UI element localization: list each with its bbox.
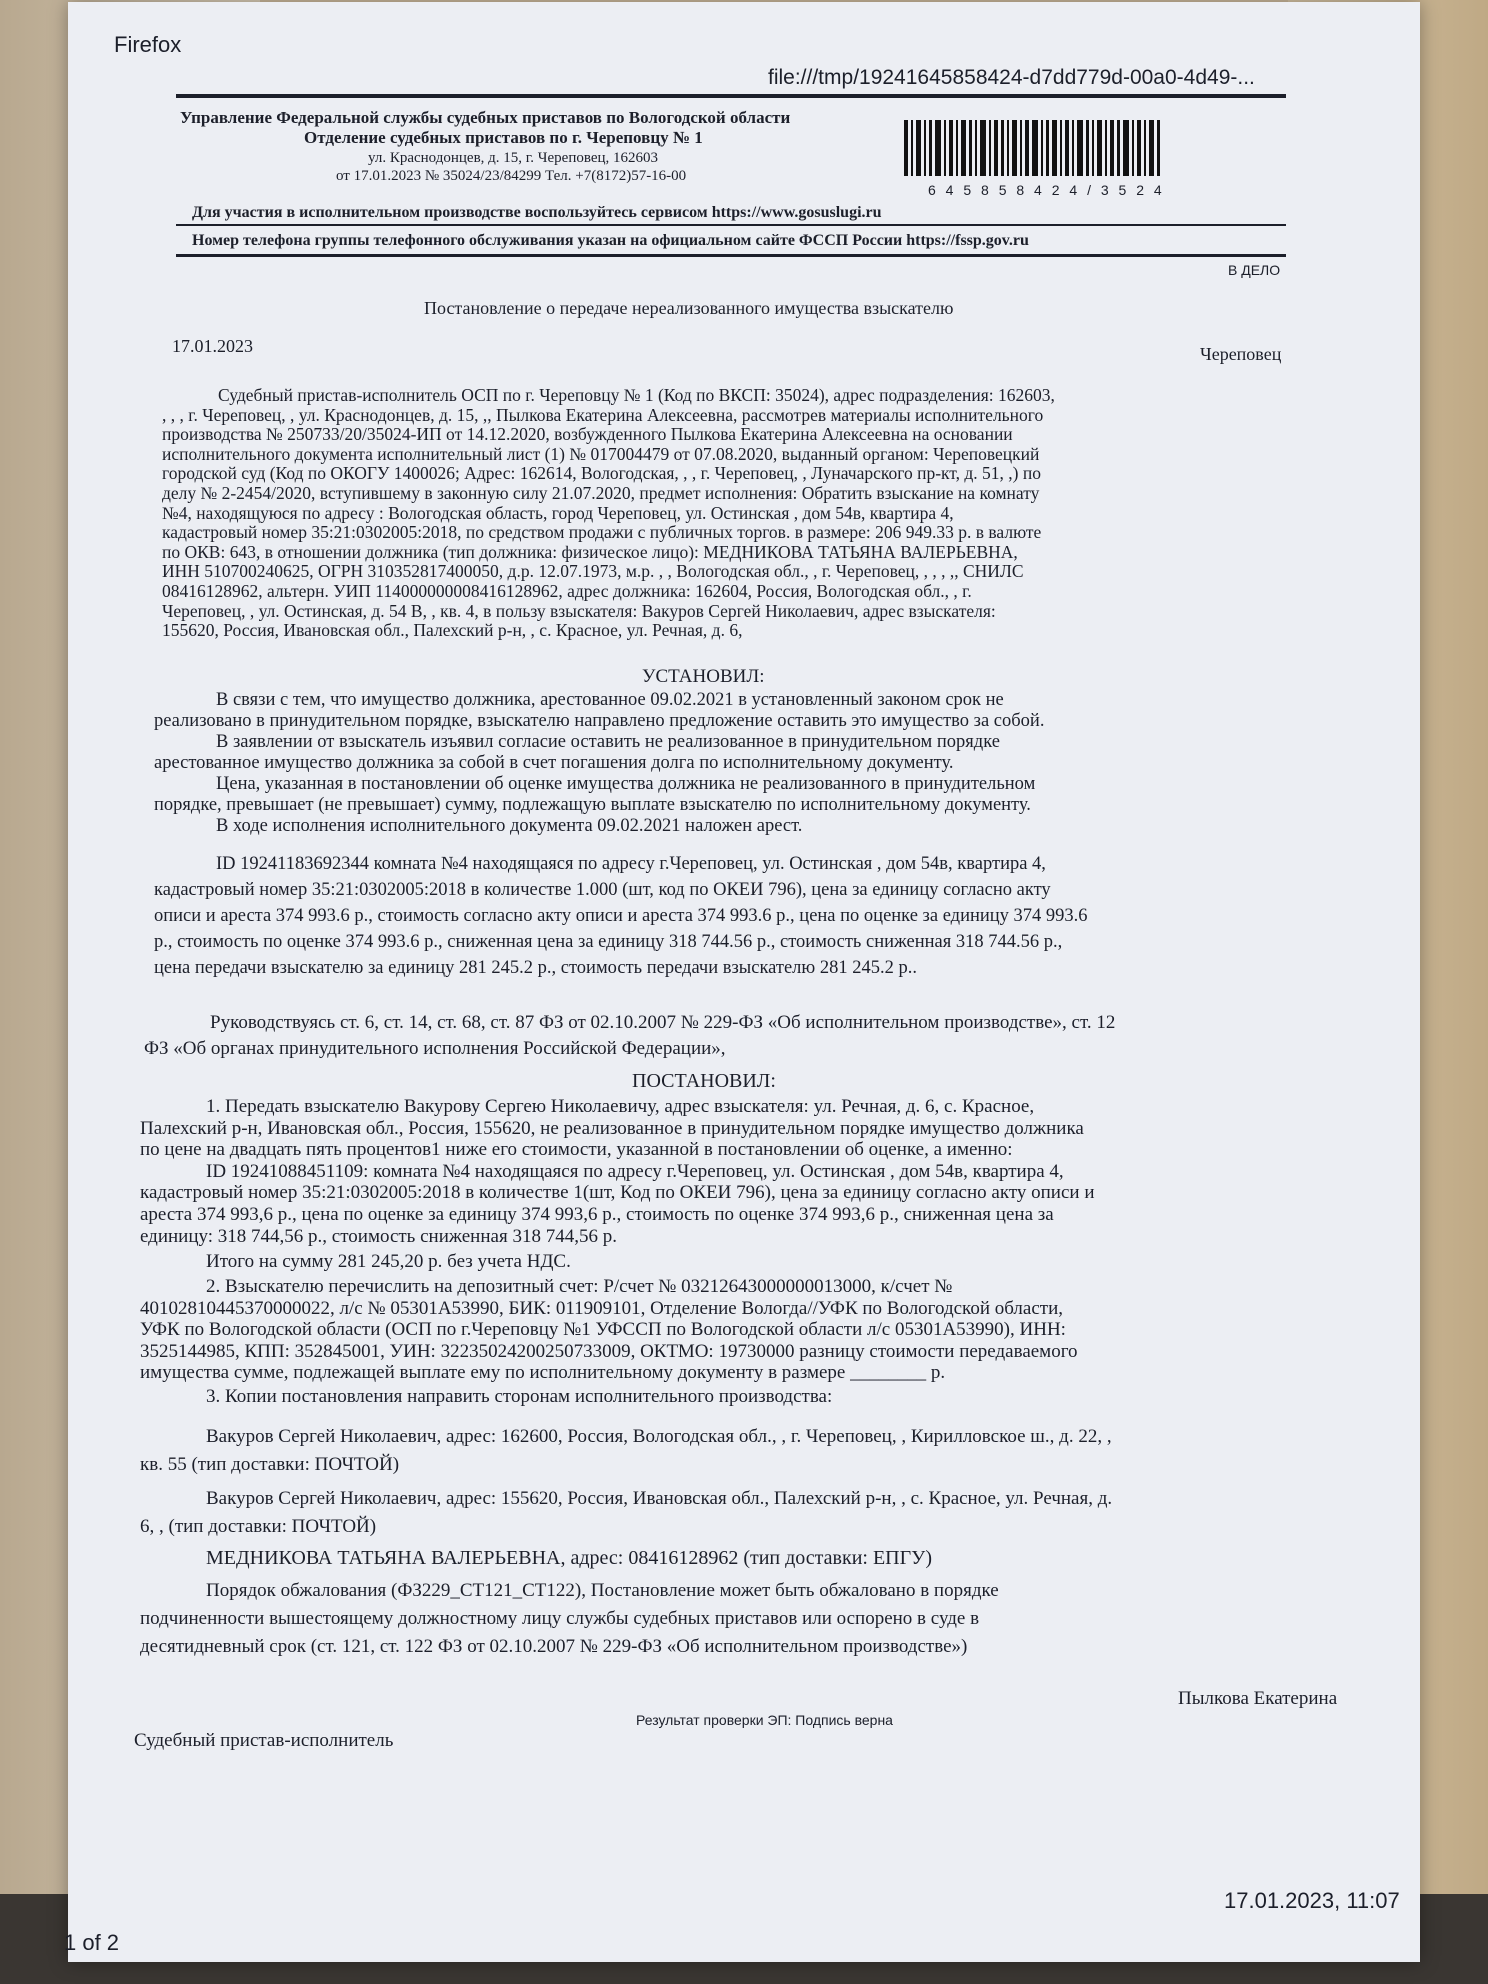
text-line: делу № 2-2454/2020, вступившему в законную силу 21.07.2020, предмет исполнения: Обратить взыскание на комнату <box>162 483 1040 503</box>
document-title: Постановление о передаче нереализованного имущества взыскателю <box>424 298 954 318</box>
text-line: производства № 250733/20/35024-ИП от 14.12.2020, возбужденного Пылкова Екатерина Алексеевна на основании <box>162 424 1013 445</box>
text-line: описи и ареста 374 993.6 р., стоимость согласно акту описи и ареста 374 993.6 р., цена по оценке за единицу 374 993.6 <box>154 906 1088 926</box>
text-line: В ходе исполнения исполнительного документа 09.02.2021 наложен арест. <box>216 816 803 836</box>
text-line: Итого на сумму 281 245,20 р. без учета НДС. <box>206 1251 571 1272</box>
printed-page <box>64 2 1420 1962</box>
text-line: Палехский р-н, Ивановская обл., Россия, 155620, не реализованное в принудительном порядке имущество должника <box>140 1117 1084 1139</box>
text-line: цена передачи взыскателю за единицу 281 245.2 р., стоимость передачи взыскателю 281 245.2 р.. <box>154 958 917 978</box>
header-top-rule <box>176 94 1286 98</box>
text-line: по ОКВ: 643, в отношении должника (тип должника: физическое лицо): МЕДНИКОВА ТАТЬЯНА ВАЛЕРЬЕВНА, <box>162 541 1018 562</box>
text-line: №4, находящуюся по адресу : Вологодская область, город Череповец, ул. Остинская , дом 54в, квартира 4, <box>162 502 954 523</box>
text-line: кадастровый номер 35:21:0302005:2018 в количестве 1(шт, Код по ОКЕИ 796), цена за единицу согласно акту описи и <box>140 1182 1095 1204</box>
text-line: кадастровый номер 35:21:0302005:2018 в количестве 1.000 (шт, код по ОКЕИ 796), цена за единицу согласно акту <box>154 880 1051 900</box>
text-line: ФЗ «Об органах принудительного исполнения Российской Федерации», <box>144 1038 726 1059</box>
text-line: 08416128962, альтерн. УИП 114000000008416128962, адрес должника: 162604, Россия, Вологодская обл., , г. <box>162 581 972 601</box>
document-date: 17.01.2023 <box>172 336 253 356</box>
browser-name: Firefox <box>114 32 182 57</box>
text-line: арестованное имущество должника за собой в счет погашения долга по исполнительному документу. <box>154 753 954 773</box>
text-line: В заявлении от взыскатель изъявил согласие оставить не реализованное в принудительном порядке <box>216 732 1000 752</box>
text-line: кв. 55 (тип доставки: ПОЧТОЙ) <box>140 1454 400 1475</box>
text-line: 155620, Россия, Ивановская обл., Палехский р-н, , с. Красное, ул. Речная, д. 6, <box>162 620 743 641</box>
signer-title: Судебный пристав-исполнитель <box>134 1730 394 1751</box>
header-mid-rule <box>176 224 1286 226</box>
text-line: исполнительного документа исполнительный лист (1) № 017004479 от 07.08.2020, выданный органом: Череповецкий <box>162 443 1040 464</box>
text-line: кадастровый номер 35:21:0302005:2018, по средством продажи с публичных торгов. в размере: 206 949.33 р. в валюте <box>162 522 1042 543</box>
heading-established: УСТАНОВИЛ: <box>642 666 765 687</box>
print-timestamp: 17.01.2023, 11:07 <box>1224 1888 1400 1913</box>
text-line: ID 19241088451109: комната №4 находящаяся по адресу г.Череповец, ул. Остинская , дом 54в, квартира 4, <box>206 1160 1064 1182</box>
text-line: реализовано в принудительном порядке, взыскателю направлено предложение оставить это имущество за собой. <box>154 711 1045 731</box>
text-line: р., стоимость по оценке 374 993.6 р., сниженная цена за единицу 318 744.56 р., стоимость сниженная 318 744.56 р., <box>154 932 1063 952</box>
text-line: 40102810445370000022, л/с № 05301А53990, БИК: 011909101, Отделение Вологда//УФК по Вологодской области, <box>140 1297 1064 1319</box>
heading-resolved: ПОСТАНОВИЛ: <box>632 1070 776 1092</box>
text-line: ID 19241183692344 комната №4 находящаяся по адресу г.Череповец, ул. Остинская , дом 54в, квартира 4, <box>216 854 1046 874</box>
text-line: ареста 374 993,6 р., цена по оценке за единицу 374 993,6 р., стоимость по оценке 374 993,6 р., сниженная цена за <box>140 1204 1054 1225</box>
text-line: Цена, указанная в постановлении об оценке имущества должника не реализованного в принудительном <box>216 774 1036 794</box>
text-line: 3525144985, КПП: 352845001, УИН: 32235024200250733009, ОКТМО: 19730000 разницу стоимости передаваемого <box>140 1340 1078 1362</box>
document-city: Череповец <box>1200 344 1282 364</box>
file-stamp: В ДЕЛО <box>1228 262 1281 278</box>
barcode <box>904 120 1163 176</box>
text-line: порядке, превышает (не превышает) сумму, подлежащую выплате взыскателю по исполнительному документу. <box>154 795 1031 815</box>
text-line: Вакуров Сергей Николаевич, адрес: 155620, Россия, Ивановская обл., Палехский р-н, , с. Красное, ул. Речная, д. <box>206 1488 1113 1509</box>
gosuslugi-note: Для участия в исполнительном производстве воспользуйтесь сервисом https://www.gosuslugi.ru <box>192 204 882 221</box>
text-line: подчиненности вышестоящему должностному лицу службы судебных приставов или оспорено в суде в <box>140 1608 980 1629</box>
text-line: ИНН 510700240625, ОГРН 310352817400050, д.р. 12.07.1973, м.р. , , Вологодская обл., , г. Череповец, , , , ,, СНИЛС <box>162 561 1024 582</box>
text-line: 6, , (тип доставки: ПОЧТОЙ) <box>140 1516 377 1537</box>
text-line: городской суд (Код по ОКОГУ 1400026; Адрес: 162614, Вологодская, , , г. Череповец, , Луначарского пр-кт, д. 51, ,) по <box>162 463 1041 484</box>
page-url: file:///tmp/19241645858424-d7dd779d-00a0-4d49-... <box>768 66 1255 89</box>
department-address: ул. Краснодонцев, д. 15, г. Череповец, 162603 <box>368 150 659 166</box>
text-line: десятидневный срок (ст. 121, ст. 122 ФЗ от 02.10.2007 № 229-ФЗ «Об исполнительном производстве») <box>140 1636 968 1657</box>
document-reference: от 17.01.2023 № 35024/23/84299 Тел. +7(8172)57-16-00 <box>336 168 687 184</box>
org-name: Управление Федеральной службы судебных приставов по Вологодской области <box>180 108 791 127</box>
department-name: Отделение судебных приставов по г. Череповцу № 1 <box>304 128 703 147</box>
text-line: , , , г. Череповец, , ул. Краснодонцев, д. 15, ,, Пылкова Екатерина Алексеевна, рассмотрев материалы исполнительного <box>162 404 1044 425</box>
text-line: 1. Передать взыскателю Вакурову Сергею Николаевичу, адрес взыскателя: ул. Речная, д. 6, с. Красное, <box>206 1096 1035 1117</box>
text-line: 2. Взыскателю перечислить на депозитный счет: Р/счет № 03212643000000013000, к/счет № <box>206 1276 953 1297</box>
text-line: Вакуров Сергей Николаевич, адрес: 162600, Россия, Вологодская обл., , г. Череповец, , Кирилловское ш., д. 22, , <box>206 1426 1112 1447</box>
header-bottom-rule <box>176 254 1286 257</box>
text-line: УФК по Вологодской области (ОСП по г.Череповцу №1 УФССП по Вологодской области л/с 05301А53990), ИНН: <box>140 1319 1066 1341</box>
barcode-digits: 6 4 5 8 5 8 4 2 4 / 3 5 2 4 <box>928 182 1165 198</box>
text-line: Судебный пристав-исполнитель ОСП по г. Череповцу № 1 (Код по ВКСП: 35024), адрес подразделения: 162603, <box>218 385 1055 405</box>
text-line: Череповец, , ул. Остинская, д. 54 В, , кв. 4, в пользу взыскателя: Вакуров Сергей Николаевич, адрес взыскателя: <box>162 600 996 621</box>
text-line: Руководствуясь ст. 6, ст. 14, ст. 68, ст. 87 ФЗ от 02.10.2007 № 229-ФЗ «Об исполнительном производстве», ст. 12 <box>210 1012 1116 1033</box>
text-line: имущества сумме, подлежащей выплате ему по исполнительному документу в размере ________ р. <box>140 1362 946 1384</box>
text-line: Порядок обжалования (ФЗ229_СТ121_СТ122), Постановление может быть обжаловано в порядке <box>206 1580 999 1601</box>
signer-name: Пылкова Екатерина <box>1178 1688 1338 1709</box>
text-line: В связи с тем, что имущество должника, арестованное 09.02.2021 в установленный законом срок не <box>216 690 1004 710</box>
text-line: по цене на двадцать пять процентов1 ниже его стоимости, указанной в постановлении об оценке, а именно: <box>140 1139 1013 1161</box>
page-counter: 1 of 2 <box>64 1930 120 1955</box>
text-line: единицу: 318 744,56 р., стоимость сниженная 318 744,56 р. <box>140 1225 617 1247</box>
text-line: 3. Копии постановления направить сторонам исполнительного производства: <box>206 1386 833 1407</box>
text-line: МЕДНИКОВА ТАТЬЯНА ВАЛЕРЬЕВНА, адрес: 08416128962 (тип доставки: ЕПГУ) <box>206 1547 933 1569</box>
phone-note: Номер телефона группы телефонного обслуживания указан на официальном сайте ФССП России https://fssp.gov.ru <box>192 232 1029 249</box>
signature-check: Результат проверки ЭП: Подпись верна <box>636 1712 893 1728</box>
